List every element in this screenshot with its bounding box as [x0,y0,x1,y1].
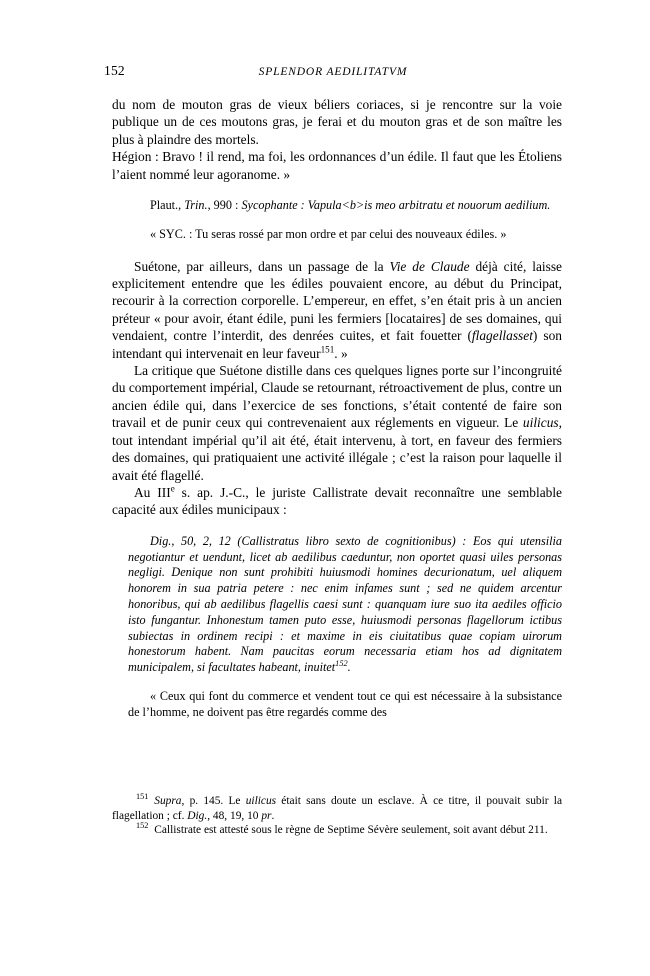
footnotes-section [112,794,562,838]
citation-digest-sep: ) : [451,533,473,548]
citation-plaute-ref: Plaut., [150,198,185,213]
footnote-151-seg1: Supra [154,795,182,807]
spacer [112,214,562,227]
running-head [104,62,562,84]
paragraph-suetone [112,258,562,362]
paragraph-critique-seg2: , tout intendant impérial qu’il ait été, était intervenu, à tort, en faveur des fermiers des domaines, qui pratiquaient une activité illégale ; c’est la raison pour laquelle il avait été flagellé. [112,415,562,483]
translation-syc [128,227,562,243]
quote-plaute-line2-text: Hégion : Bravo ! il rend, ma foi, les ordonnances d’un édile. Il faut que les Étoliens l’aient nommé leur agoranome. » [112,149,562,182]
paragraph-suetone-work: Vie de Claude [389,258,470,274]
paragraph-callistrate-seg2: s. ap. J.-C., le juriste Callistrate devait reconnaître une semblable capacité aux édiles municipaux : [112,484,562,518]
spacer [112,243,562,258]
footnote-151-seg5: . [271,809,275,822]
quote-plaute-line1-text: du nom de mouton gras de vieux béliers coriaces, si je rencontre sur la voie publique un de ces moutons gras, je ferai et du mouton gras et de son maître les plus à plaindre des mortels. [112,97,562,147]
ordinal-suffix: e [170,483,175,494]
paragraph-suetone-seg4: . » [334,345,348,361]
spacer [112,676,562,689]
citation-digest-end: . [347,660,351,675]
paragraph-suetone-seg2: déjà cité, laisse explicitement entendre que les édiles pouvaient encore, au début du Principat, recourir à la correction corporelle. L’empereur, en effet, s’en était pris à un ancien préteur « pour avoir, étant édile, puni les fermiers [locataires] de ses domaines, qui vendaient, contre l’interdit, des denrées cuites, et fait fouetter ( [112,258,562,344]
footnote-marker-151[interactable]: 151 [320,344,335,355]
paragraph-callistrate-seg1: Au III [134,484,171,500]
footnote-151-seg2: , p. 145. Le [181,795,246,807]
footnote-152 [112,823,562,838]
citation-digest-author: Callistratus libro sexto de cognitionibus [241,533,452,548]
citation-digest-latin: Eos qui utensilia negotiantur et uendunt, licet ab aedilibus caeduntur, non oportet quasi uiles personas negligi. Denique non sunt prohibiti huiusmodi homines decurionatum, uel aliquem honorem in sua patria petere : nec enim infames sunt ; sed ne quidem arcentur honoribus, qui ab aedilibus flagellis caesi sunt : quanquam iure suo ita aediles officio isto fungantur. Inhonestum tamen puto esse, huiusmodi personas flagellorum ictibus subiectas in ordinem recipi : et maxime in eis ciuitatibus quae copiam uirorum honestorum habent. Nam paucitas eorum necessaria etiam hos ad dignitatem municipalem, si facultates habeant, inuitet [128,533,562,675]
paragraph-suetone-seg3: ) son intendant qui intervenait en leur faveur [112,328,562,361]
paragraph-critique-seg1: La critique que Suétone distille dans ces quelques lignes porte sur l’incongruité du comportement impérial, Claude se retournant, rétroactivement de plus, contre un ancien édile qui, dans l’exercice de ses fonctions, s’était contenté de faire son travail et de punir ceux qui contrevenaient aux réglements en vigueur. Le [112,363,562,431]
paragraph-critique [112,362,562,484]
translation-digest [128,689,562,721]
footnote-151-number: 151 [136,792,149,802]
footnote-151 [112,794,562,823]
citation-plaute [128,198,562,214]
quote-plaute-line2 [112,148,562,183]
quote-plaute-line1 [112,96,562,148]
footnote-151-seg3: était sans doute un esclave. À ce titre, il pouvait subir la flagellation ; cf. [112,795,563,822]
citation-plaute-latin: Sycophante : Vapula<b>is meo arbitratu et nouorum aedilium. [241,198,551,213]
paragraph-critique-latin-term: uilicus [522,415,559,431]
paragraph-callistrate [112,484,562,519]
footnote-152-number: 152 [136,821,149,831]
translation-digest-text: « Ceux qui font du commerce et vendent tout ce qui est nécessaire à la subsistance de l’homme, ne doivent pas être regardés comme des [128,688,562,719]
footnote-151-seg4: , 48, 19, 10 [207,809,262,822]
citation-digest-locus: , 50, 2, 12 ( [171,533,242,548]
page-number: 152 [104,63,125,78]
citation-plaute-locus: , 990 : [207,198,242,213]
text-column [112,96,562,720]
translation-syc-text: « SYC. : Tu seras rossé par mon ordre et par celui des nouveaux édiles. » [150,226,507,241]
footnote-151-ref: Dig. [187,809,208,822]
citation-digest-ref: Dig. [150,533,172,548]
paragraph-suetone-seg1: Suétone, par ailleurs, dans un passage de la [134,258,390,274]
spacer [112,519,562,534]
spacer [112,183,562,198]
footnote-151-pr: pr [261,809,272,822]
citation-digest [128,534,562,676]
paragraph-suetone-latin-term: flagellasset [471,328,533,344]
footnote-151-term: uilicus [245,795,277,807]
footnote-152-text: Callistrate est attesté sous le règne de Septime Sévère seulement, soit avant début 211. [154,824,548,837]
citation-plaute-work: Trin. [184,198,208,213]
footnote-marker-152[interactable]: 152 [335,659,348,669]
running-title: SPLENDOR AEDILITATVM [258,66,408,78]
